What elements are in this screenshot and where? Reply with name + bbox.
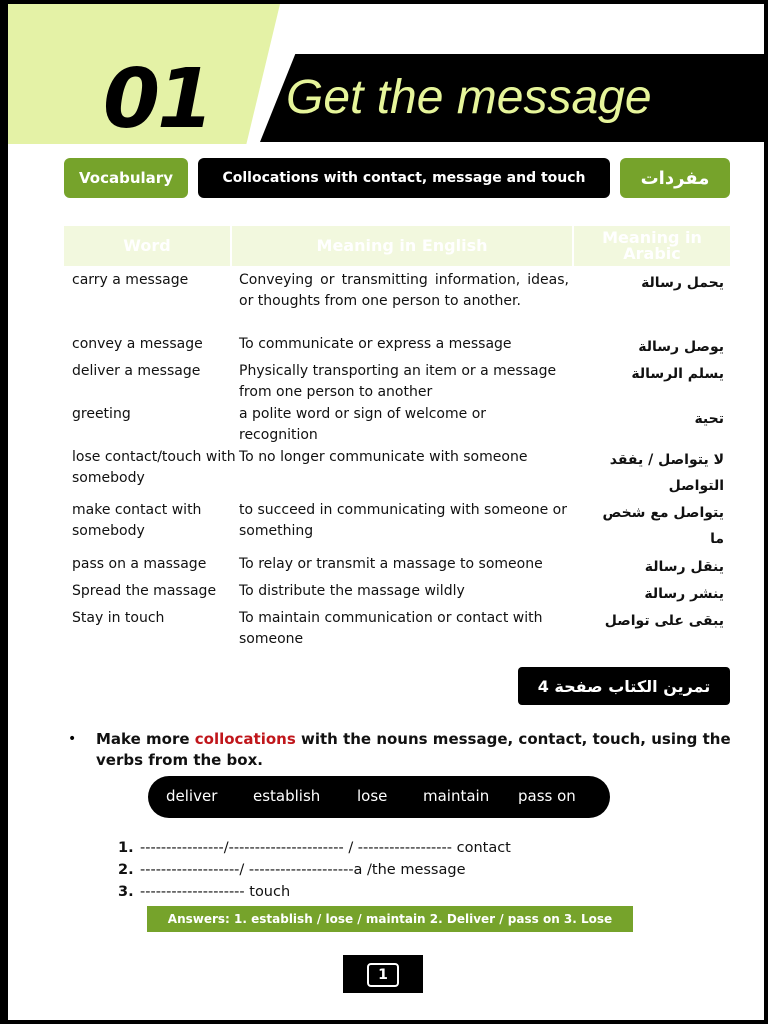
row-meaning: To relay or transmit a massage to someone xyxy=(239,556,543,572)
header-word: Word xyxy=(123,236,171,255)
unit-title: Get the message xyxy=(286,71,652,124)
row-meaning: To maintain communication or contact with someone xyxy=(239,610,543,647)
verb-box xyxy=(148,776,610,818)
header-meaning-arabic: Meaning in Arabic xyxy=(602,228,702,263)
exercise-instruction xyxy=(96,729,736,771)
verb-item: lose xyxy=(357,787,388,805)
row-meaning: a polite word or sign of welcome or recognition xyxy=(239,406,487,443)
row-word: greeting xyxy=(72,406,131,422)
item-text: -------------------/ --------------------a /the message xyxy=(140,862,466,878)
row-arabic: لا يتواصل / يفقد التواصل xyxy=(609,452,724,494)
document-page xyxy=(8,4,764,1020)
row-arabic: ينقل رسالة xyxy=(644,559,724,575)
row-arabic: يوصل رسالة xyxy=(638,339,724,355)
topic-label: Collocations with contact, message and touch xyxy=(198,158,610,198)
row-arabic: يبقى على تواصل xyxy=(604,613,724,629)
list-item xyxy=(118,859,511,881)
instruction-highlight: collocations xyxy=(194,730,296,748)
page-number: 1 xyxy=(367,963,399,987)
item-number: 2. xyxy=(118,862,134,878)
row-arabic: ينشر رسالة xyxy=(644,586,724,602)
answers-bar: Answers: 1. establish / lose / maintain 2. Deliver / pass on 3. Lose xyxy=(147,906,633,932)
header-meaning-english: Meaning in English xyxy=(316,236,488,255)
row-arabic: تحية xyxy=(694,411,724,427)
item-number: 3. xyxy=(118,884,134,900)
item-text: ----------------/---------------------- / ------------------ contact xyxy=(140,840,511,856)
row-word: lose contact/touch with somebody xyxy=(72,449,236,486)
row-arabic: يحمل رسالة xyxy=(641,275,724,291)
arabic-vocabulary-label: مفردات xyxy=(620,158,730,198)
instruction-text: Make more xyxy=(96,730,195,748)
row-word: Stay in touch xyxy=(72,610,165,626)
bullet-point: • xyxy=(68,731,77,747)
row-meaning: Physically transporting an item or a message from one person to another xyxy=(239,363,557,400)
row-word: deliver a message xyxy=(72,363,201,379)
row-meaning: To communicate or express a message xyxy=(239,336,512,352)
page-number-box xyxy=(343,955,423,993)
list-item xyxy=(118,837,511,859)
row-meaning: Conveying or transmitting information, ideas, or thoughts from one person to another. xyxy=(239,272,569,309)
vocabulary-label: Vocabulary xyxy=(64,158,188,198)
row-word: convey a message xyxy=(72,336,203,352)
unit-number: 01 xyxy=(103,52,212,147)
row-meaning: To distribute the massage wildly xyxy=(239,583,465,599)
verb-item: deliver xyxy=(166,787,218,805)
row-meaning: To no longer communicate with someone xyxy=(239,449,528,465)
row-arabic: يتواصل مع شخص ما xyxy=(602,505,724,547)
row-arabic: يسلم الرسالة xyxy=(631,366,724,382)
row-word: make contact with somebody xyxy=(72,502,202,539)
list-item xyxy=(118,881,511,903)
item-text: -------------------- touch xyxy=(140,884,291,900)
row-meaning: to succeed in communicating with someone or something xyxy=(239,502,567,539)
row-word: pass on a massage xyxy=(72,556,207,572)
instruction-text: with the nouns message, contact, touch, using the verbs from the box. xyxy=(96,730,731,769)
exercise-list xyxy=(118,837,511,903)
row-word: Spread the massage xyxy=(72,583,217,599)
verb-item: establish xyxy=(253,787,321,805)
verb-item: pass on xyxy=(518,787,576,805)
item-number: 1. xyxy=(118,840,134,856)
verb-item: maintain xyxy=(423,787,490,805)
table-header xyxy=(64,226,730,266)
textbook-exercise-label: تمرين الكتاب صفحة 4 xyxy=(518,667,730,705)
row-word: carry a message xyxy=(72,272,189,288)
